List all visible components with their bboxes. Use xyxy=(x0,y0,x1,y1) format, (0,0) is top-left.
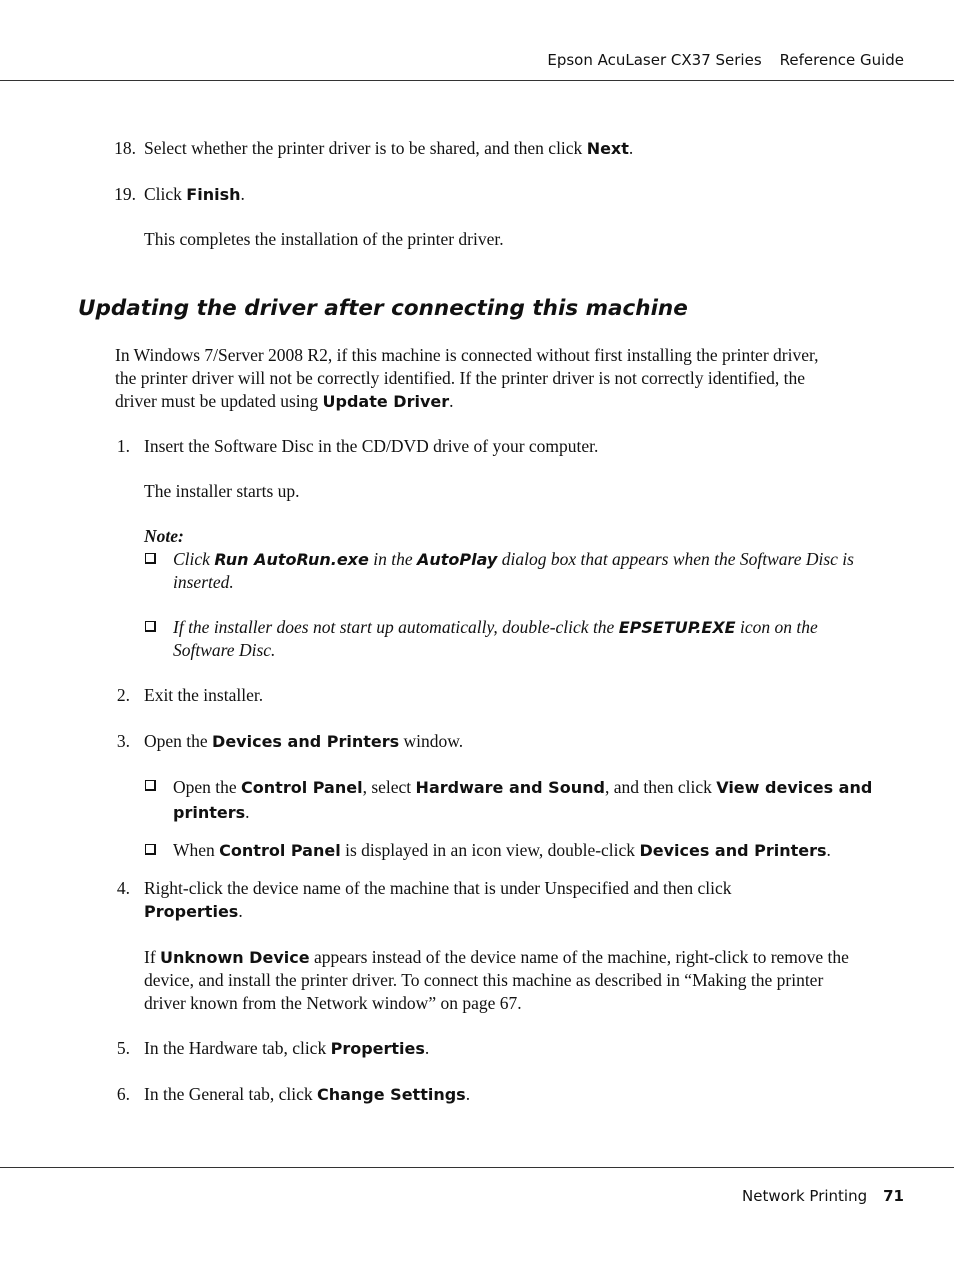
note-item-2: If the installer does not start up automatically, double-click the EPSETUP.EXE icon on the Software Disc. xyxy=(173,617,818,660)
bullet-box-icon xyxy=(145,553,156,564)
step-4-number: 4. xyxy=(116,878,130,898)
step-5: In the Hardware tab, click Properties. xyxy=(144,1038,430,1058)
step-1-number: 1. xyxy=(116,436,130,456)
step-1-sub: The installer starts up. xyxy=(144,481,300,501)
intro-paragraph: In Windows 7/Server 2008 R2, if this machine is connected without first installing the printer driver, the printer driver will not be correctly identified. If the printer driver is not correctly identified, the driver must be updated using Update Driver. xyxy=(115,345,819,411)
step-3-bullet-2: When Control Panel is displayed in an icon view, double-click Devices and Printers. xyxy=(173,840,831,860)
finish-label: Finish xyxy=(186,185,241,204)
step-3-number: 3. xyxy=(116,731,130,751)
bullet-box-icon xyxy=(145,621,156,632)
step-1: Insert the Software Disc in the CD/DVD drive of your computer. xyxy=(144,436,599,456)
step-6: In the General tab, click Change Settings. xyxy=(144,1084,471,1104)
footer-section: Network Printing xyxy=(742,1187,868,1205)
page-number: 71 xyxy=(883,1187,904,1205)
page-header xyxy=(547,51,904,69)
step-4: Right-click the device name of the machine that is under Unspecified and then click Properties. xyxy=(144,878,732,921)
step-3-bullet-1: Open the Control Panel, select Hardware and Sound, and then click View devices and printers. xyxy=(173,777,873,822)
footer-rule xyxy=(0,1167,954,1168)
header-rule xyxy=(0,80,954,81)
step-4-paragraph: If Unknown Device appears instead of the device name of the machine, right-click to remove the device, and install the printer driver. To connect this machine as described in “Making the printer driver known from the Network window” on page 67. xyxy=(144,947,849,1013)
step-2-number: 2. xyxy=(116,685,130,705)
bullet-box-icon xyxy=(145,780,156,791)
step-5-number: 5. xyxy=(116,1038,130,1058)
header-product: Epson AcuLaser CX37 Series xyxy=(547,51,762,69)
step-18-number: 18. xyxy=(114,138,136,158)
next-label: Next xyxy=(586,139,629,158)
step-3: Open the Devices and Printers window. xyxy=(144,731,464,751)
bullet-box-icon xyxy=(145,844,156,855)
section-title: Updating the driver after connecting this machine xyxy=(78,296,688,321)
step-2: Exit the installer. xyxy=(144,685,264,705)
header-guide: Reference Guide xyxy=(779,51,904,69)
step-19-note: This completes the installation of the printer driver. xyxy=(144,229,504,249)
step-19: Click Finish. xyxy=(144,184,245,204)
page-footer xyxy=(742,1187,904,1205)
step-18: Select whether the printer driver is to be shared, and then click Next. xyxy=(144,138,634,158)
update-driver-label: Update Driver xyxy=(322,392,450,411)
step-19-number: 19. xyxy=(114,184,136,204)
note-label: Note: xyxy=(144,526,184,546)
step-6-number: 6. xyxy=(116,1084,130,1104)
note-item-1: Click Run AutoRun.exe in the AutoPlay dialog box that appears when the Software Disc is inserted. xyxy=(173,549,854,592)
